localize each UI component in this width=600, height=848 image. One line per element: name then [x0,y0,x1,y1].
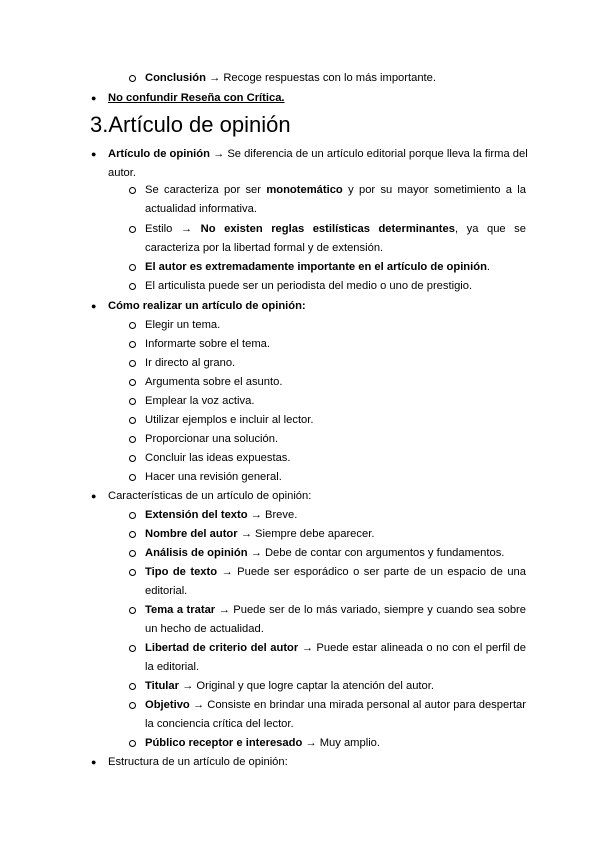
hollow-bullet-icon [129,379,136,386]
howto-step: Proporcionar una solución. [145,433,279,445]
filled-bullet-icon: ● [91,491,97,501]
feature-text: → Puede ser esporádico o ser parte de un espacio de una [217,566,526,578]
howto-step: Emplear la voz activa. [145,395,255,407]
definition-sub-3 [145,260,490,274]
howto-step: Utilizar ejemplos e incluir al lector. [145,414,314,426]
definition-sub-2 [145,222,526,236]
feature-text: → Puede estar alineada o no con el perfil de [298,642,526,654]
hollow-bullet-icon [129,474,136,481]
definition-sub-1 [145,183,526,197]
feature-term: Libertad de criterio del autor [145,642,299,654]
feature-text: → Puede ser de lo más variado, siempre y cuando sea sobre [215,604,527,616]
hollow-bullet-icon [129,75,136,82]
hollow-bullet-icon [129,436,136,443]
hollow-bullet-icon [129,683,136,690]
feature-continuation: la conciencia crítica del lector. [145,718,294,730]
hollow-bullet-icon [129,645,136,652]
sub-2-text-c: , ya que se [454,223,526,235]
definition-line [108,147,528,161]
filled-bullet-icon: ● [91,757,97,767]
feature-continuation: un hecho de actualidad. [145,623,264,635]
feature-continuation: la editorial. [145,661,200,673]
definition-text: → Se diferencia de un artículo editorial porque lleva la firma del [209,148,528,160]
feature-text: → Original y que logre captar la atención del autor. [178,680,434,692]
hollow-bullet-icon [129,512,136,519]
feature-text: → Muy amplio. [302,737,381,749]
sub-2-text-a: Estilo → [145,223,201,235]
feature-item [145,679,434,693]
hollow-bullet-icon [129,740,136,747]
feature-item [145,736,380,750]
hollow-bullet-icon [129,283,136,290]
feature-term: Nombre del autor [145,528,238,540]
sub-1-text-a: Se caracteriza por ser [145,184,267,196]
structure-title: Estructura de un artículo de opinión: [108,756,288,768]
hollow-bullet-icon [129,360,136,367]
definition-term: Artículo de opinión [108,148,210,160]
howto-step: Informarte sobre el tema. [145,338,270,350]
warning-note: No confundir Reseña con Crítica. [108,92,285,104]
howto-step: Ir directo al grano. [145,357,236,369]
conclusion-text: → Recoge respuestas con lo más importante. [205,72,436,84]
feature-text: → Breve. [247,509,298,521]
feature-item [145,698,526,712]
hollow-bullet-icon [129,226,136,233]
definition-sub-1-continuation: actualidad informativa. [145,203,257,215]
feature-term: Tipo de texto [145,566,218,578]
hollow-bullet-icon [129,550,136,557]
hollow-bullet-icon [129,607,136,614]
hollow-bullet-icon [129,341,136,348]
feature-text: → Consiste en brindar una mirada personal al autor para despertar [189,699,526,711]
feature-term: Público receptor e interesado [145,737,303,749]
conclusion-term: Conclusión [145,72,206,84]
feature-text: → Debe de contar con argumentos y fundamentos. [247,547,505,559]
feature-continuation: editorial. [145,585,188,597]
feature-term: Titular [145,680,179,692]
feature-term: Tema a tratar [145,604,216,616]
hollow-bullet-icon [129,398,136,405]
filled-bullet-icon: ● [91,93,97,103]
howto-step: Hacer una revisión general. [145,471,282,483]
conclusion-item [145,71,436,85]
filled-bullet-icon: ● [91,301,97,311]
feature-term: Objetivo [145,699,190,711]
hollow-bullet-icon [129,569,136,576]
sub-2-bold: No existen reglas estilísticas determinantes [200,223,455,235]
feature-item [145,508,297,522]
feature-item [145,546,504,560]
sub-3-end: . [486,261,491,273]
howto-step: Elegir un tema. [145,319,221,331]
howto-step: Argumenta sobre el asunto. [145,376,283,388]
hollow-bullet-icon [129,264,136,271]
feature-term: Análisis de opinión [145,547,248,559]
definition-sub-4: El articulista puede ser un periodista del medio o uno de prestigio. [145,280,473,292]
features-title: Características de un artículo de opinión: [108,490,312,502]
hollow-bullet-icon [129,417,136,424]
hollow-bullet-icon [129,531,136,538]
feature-text: → Siempre debe aparecer. [237,528,375,540]
feature-term: Extensión del texto [145,509,248,521]
definition-continuation: autor. [108,167,136,179]
sub-1-text-c: y por su mayor sometimiento a la [342,184,526,196]
feature-item [145,565,526,579]
howto-title: Cómo realizar un artículo de opinión: [108,300,306,312]
feature-item [145,603,526,617]
hollow-bullet-icon [129,702,136,709]
sub-1-bold: monotemático [266,184,343,196]
feature-item [145,527,374,541]
hollow-bullet-icon [129,187,136,194]
section-heading: 3.Artículo de opinión [90,112,291,137]
hollow-bullet-icon [129,455,136,462]
hollow-bullet-icon [129,322,136,329]
definition-sub-2-continuation: caracteriza por la libertad formal y de extensión. [145,242,384,254]
sub-3-bold: El autor es extremadamente importante en el artículo de opinión [145,261,487,273]
feature-item [145,641,526,655]
howto-step: Concluir las ideas expuestas. [145,452,291,464]
filled-bullet-icon: ● [91,149,97,159]
